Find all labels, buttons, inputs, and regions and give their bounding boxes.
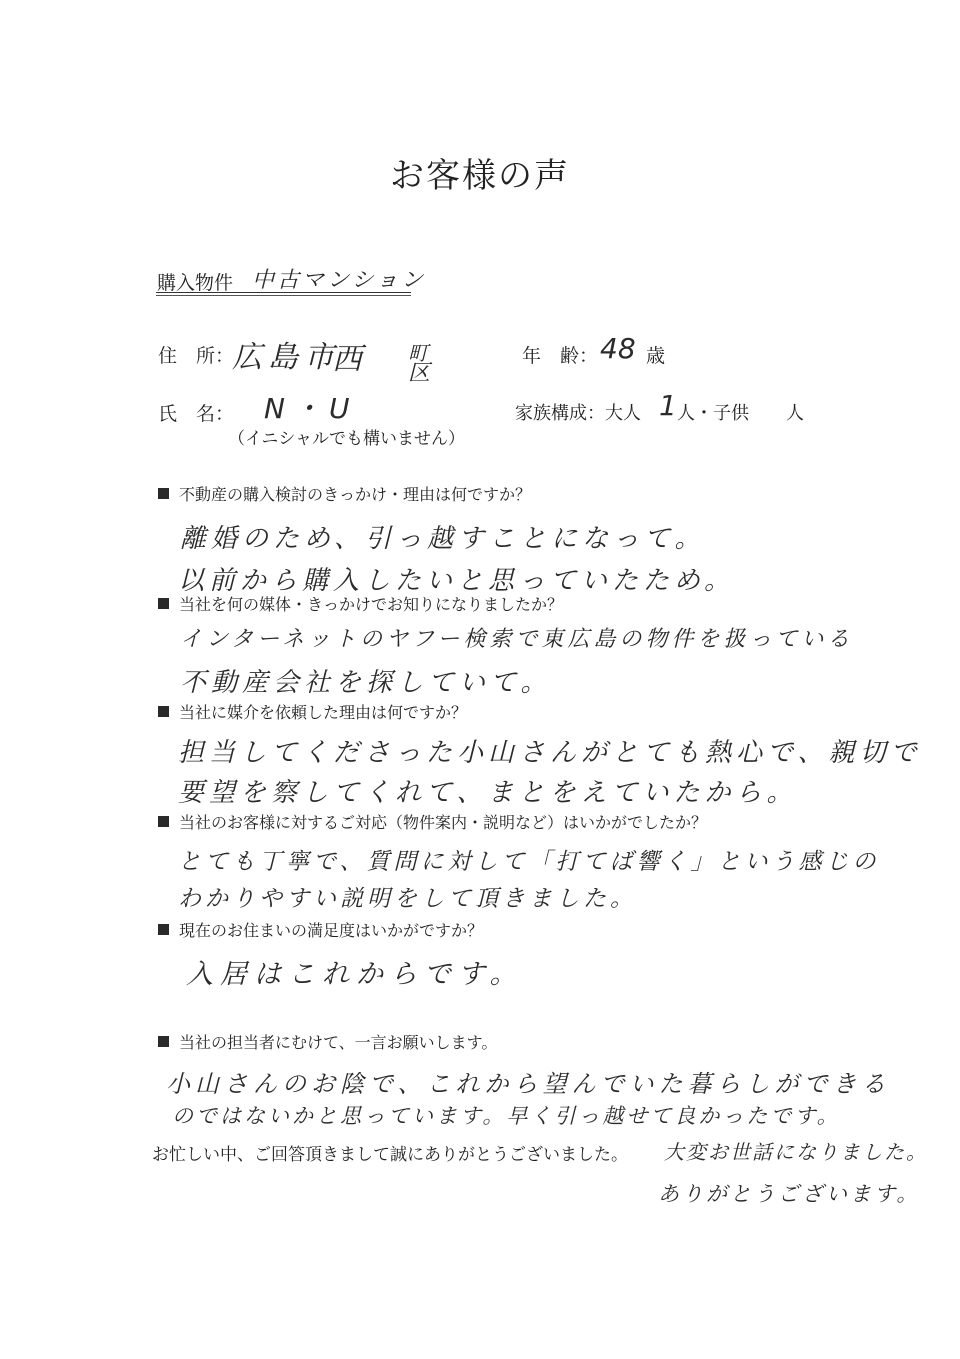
answer-2-line-2: 不動産会社を探していて。: [180, 668, 552, 698]
answer-6-line-1: 小山さんのお陰で、これから望んでいた暮らしができる: [166, 1070, 891, 1098]
bullet-square-icon: [158, 488, 169, 499]
answer-3-line-1: 担当してくださった小山さんがとても熱心で、親切で: [178, 738, 922, 768]
bullet-square-icon: [158, 816, 169, 827]
bullet-square-icon: [158, 1036, 169, 1047]
closing-handwritten-2: ありがとうございます。: [658, 1182, 921, 1206]
question-3: 当社に媒介を依頼した理由は何ですか？: [158, 700, 467, 723]
page-title: お客様の声: [390, 156, 570, 196]
address-city: 広島市: [232, 340, 340, 375]
age-value: 48: [600, 332, 636, 365]
answer-2-line-1: インターネットのヤフー検索で東広島の物件を扱っている: [180, 627, 854, 652]
closing-handwritten-1: 大変お世話になりました。: [664, 1140, 928, 1164]
bullet-square-icon: [158, 924, 169, 935]
bullet-square-icon: [158, 598, 169, 609]
question-1: 不動産の購入検討のきっかけ・理由は何ですか？: [158, 482, 531, 505]
address-label: 住 所：: [158, 345, 235, 367]
property-label: 購入物件: [157, 272, 234, 294]
property-underline-2: [156, 295, 411, 296]
name-note: （イニシャルでも構いません）: [228, 429, 465, 449]
question-4: 当社のお客様に対するご対応（物件案内・説明など）はいかがでしたか？: [158, 810, 707, 833]
question-5: 現在のお住まいの満足度はいかがですか？: [158, 918, 483, 941]
address-machi: 町: [408, 341, 428, 365]
age-unit: 歳: [646, 345, 666, 367]
answer-5-line-1: 入居はこれからです。: [186, 959, 524, 990]
family-mid: 人・子供: [677, 403, 749, 424]
closing-printed: お忙しい中、ご回答頂きまして誠にありがとうございました。: [152, 1145, 628, 1165]
property-value: 中古マンション: [252, 268, 427, 293]
name-value: N・U: [264, 392, 358, 425]
address-ku: 区: [408, 361, 431, 386]
bullet-square-icon: [158, 706, 169, 717]
answer-1-line-2: 以前から購入したいと思っていたため。: [178, 566, 735, 596]
answer-3-line-2: 要望を察してくれて、まとをえていたから。: [178, 778, 798, 808]
answer-6-line-2: のではないかと思っています。早く引っ越せて良かったです。: [172, 1104, 841, 1128]
family-label: 家族構成：大人: [515, 403, 641, 424]
name-label: 氏 名：: [158, 403, 235, 425]
family-unit: 人: [786, 403, 804, 424]
question-6: 当社の担当者にむけて、一言お願いします。: [158, 1030, 497, 1053]
property-underline: [156, 292, 411, 293]
answer-4-line-2: わかりやすい説明をして頂きました。: [178, 886, 637, 912]
answer-4-line-1: とても丁寧で、質問に対して「打てば響く」という感じの: [178, 849, 880, 875]
answer-1-line-1: 離婚のため、引っ越すことになって。: [180, 524, 706, 554]
address-ward: 西: [332, 342, 362, 377]
family-adults: 1: [659, 389, 677, 422]
age-label: 年 齢：: [522, 345, 599, 367]
question-2: 当社を何の媒体・きっかけでお知りになりましたか？: [158, 592, 563, 615]
